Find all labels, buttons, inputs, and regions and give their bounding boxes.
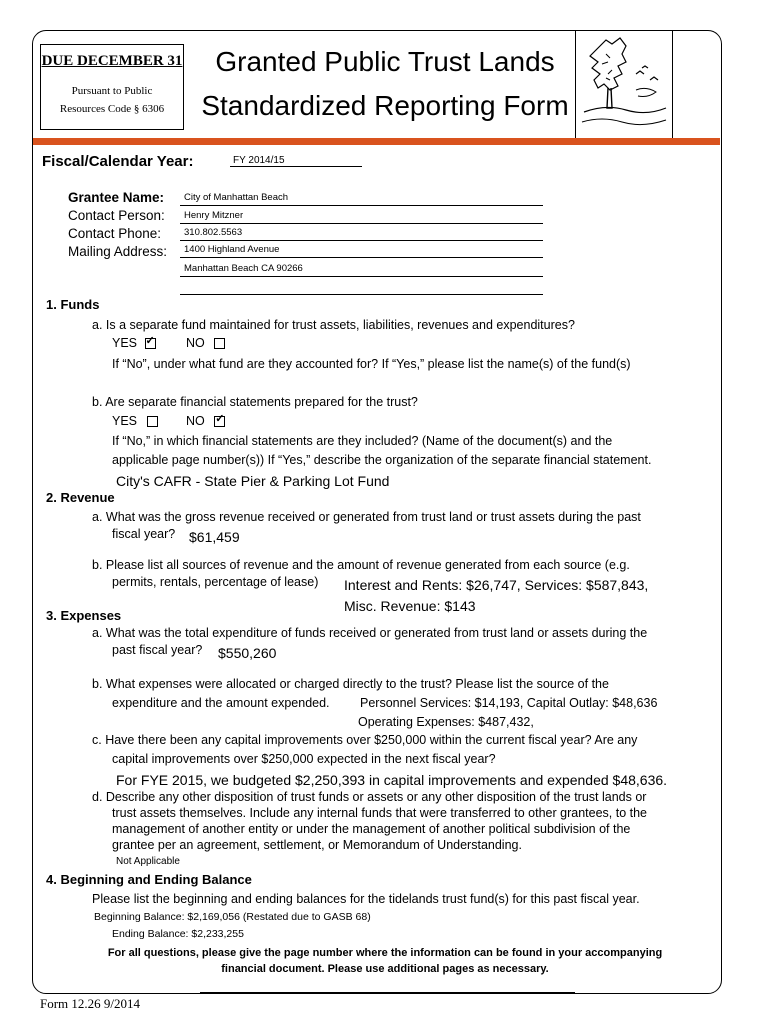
section-balance-heading: 4. Beginning and Ending Balance: [46, 872, 252, 887]
contact-person-label: Contact Person:: [68, 208, 165, 223]
funds-b-yes-checkbox[interactable]: [147, 416, 158, 427]
section-revenue-heading: 2. Revenue: [46, 490, 115, 505]
funds-b-answer[interactable]: City's CAFR - State Pier & Parking Lot Fund: [116, 473, 390, 489]
revenue-question-b-2: permits, rentals, percentage of lease): [112, 575, 319, 589]
funds-b-no-checkbox[interactable]: [214, 416, 225, 427]
logo-panel: [575, 30, 673, 138]
tree-landscape-icon: [576, 30, 670, 136]
funds-a-yes-option[interactable]: [112, 336, 156, 350]
funds-question-a: a. Is a separate fund maintained for trust assets, liabilities, revenues and expenditures?: [92, 318, 575, 332]
expenses-question-b-1: b. What expenses were allocated or charged directly to the trust? Please list the source of the: [92, 677, 609, 691]
beginning-balance-answer[interactable]: Beginning Balance: $2,169,056 (Restated due to GASB 68): [94, 911, 371, 923]
form-title-line2: Standardized Reporting Form: [201, 90, 569, 121]
expenses-c-answer[interactable]: For FYE 2015, we budgeted $2,250,393 in capital improvements and expended $48,636.: [116, 772, 668, 788]
funds-b-no-option[interactable]: [186, 414, 225, 428]
expenses-a-answer[interactable]: $550,260: [218, 645, 277, 661]
grantee-name-value[interactable]: City of Manhattan Beach: [184, 192, 289, 203]
revenue-b-answer-2[interactable]: Misc. Revenue: $143: [344, 598, 476, 614]
header-divider-bar: [33, 138, 720, 145]
funds-question-b: b. Are separate financial statements prepared for the trust?: [92, 395, 418, 409]
grantee-name-underline: [180, 205, 543, 206]
contact-phone-value[interactable]: 310.802.5563: [184, 227, 243, 238]
expenses-b-answer-2[interactable]: Operating Expenses: $487,432,: [358, 715, 534, 729]
funds-a-no-checkbox[interactable]: [214, 338, 225, 349]
expenses-question-b-2: expenditure and the amount expended.: [112, 696, 330, 710]
due-date-subtext-1: Pursuant to Public: [71, 85, 153, 97]
funds-b-yes-option[interactable]: [112, 414, 158, 428]
expenses-question-a-2: past fiscal year?: [112, 643, 203, 657]
fiscal-year-value[interactable]: FY 2014/15: [233, 155, 285, 166]
due-date-subtext-2: Resources Code § 6306: [59, 103, 165, 115]
contact-phone-underline: [180, 240, 543, 241]
contact-person-value[interactable]: Henry Mitzner: [184, 210, 244, 221]
expenses-b-answer-1[interactable]: Personnel Services: $14,193, Capital Outlay: $48,636: [360, 696, 658, 710]
contact-phone-label: Contact Phone:: [68, 226, 162, 241]
expenses-question-a-1: a. What was the total expenditure of funds received or generated from trust land or assets during the: [92, 626, 648, 640]
expenses-question-c-1: c. Have there been any capital improvements over $250,000 within the current fiscal year? Are any: [92, 733, 638, 747]
mailing-address-underline-2: [180, 276, 543, 277]
revenue-a-answer[interactable]: $61,459: [189, 529, 240, 545]
expenses-question-d-4: grantee per an agreement, settlement, or Memorandum of Understanding.: [112, 838, 522, 852]
mailing-address-label: Mailing Address:: [68, 244, 168, 259]
form-number: Form 12.26 9/2014: [40, 996, 141, 1011]
revenue-question-a-1: a. What was the gross revenue received or generated from trust land or trust assets during the past: [92, 510, 641, 524]
contact-person-underline: [180, 223, 543, 224]
no-label: NO: [186, 414, 205, 428]
expenses-question-c-2: capital improvements over $250,000 expected in the next fiscal year?: [112, 752, 496, 766]
revenue-b-answer-1[interactable]: Interest and Rents: $26,747, Services: $587,843,: [344, 577, 649, 593]
no-label: NO: [186, 336, 205, 350]
funds-b-followup-1: If “No,” in which financial statements are they included? (Name of the document(s) and the: [112, 434, 613, 448]
form-title-line1: Granted Public Trust Lands: [215, 46, 555, 77]
expenses-question-d-1: d. Describe any other disposition of trust funds or assets or any other disposition of the trust lands or: [92, 790, 647, 804]
mailing-address-line1[interactable]: 1400 Highland Avenue: [184, 244, 280, 255]
section-expenses-heading: 3. Expenses: [46, 608, 122, 623]
due-date-box: [40, 44, 184, 130]
footer-divider: [200, 992, 575, 993]
expenses-d-answer[interactable]: Not Applicable: [116, 856, 180, 867]
due-date-title: DUE DECEMBER 31: [41, 53, 183, 69]
mailing-address-underline-1: [180, 257, 543, 258]
funds-a-followup: If “No”, under what fund are they accounted for? If “Yes,” please list the name(s) of the fund(s): [112, 357, 631, 371]
yes-label: YES: [112, 336, 138, 350]
grantee-name-label: Grantee Name:: [68, 190, 165, 205]
revenue-question-a-2: fiscal year?: [112, 527, 176, 541]
yes-label: YES: [112, 414, 138, 428]
footer-note-line1: For all questions, please give the page number where the information can be found in your accompanying: [107, 947, 663, 959]
expenses-question-d-3: management of another entity or under the management of another political subdivision of the: [112, 822, 631, 836]
mailing-address-line2[interactable]: Manhattan Beach CA 90266: [184, 263, 303, 274]
balance-question: Please list the beginning and ending balances for the tidelands trust fund(s) for this past fiscal year.: [92, 892, 640, 906]
section-funds-heading: 1. Funds: [46, 297, 100, 312]
fiscal-year-underline: [230, 166, 362, 167]
fiscal-year-label: Fiscal/Calendar Year:: [42, 153, 194, 170]
funds-a-yes-checkbox[interactable]: [145, 338, 156, 349]
funds-a-no-option[interactable]: [186, 336, 225, 350]
footer-note-line2: financial document. Please use additional pages as necessary.: [221, 963, 549, 975]
expenses-question-d-2: trust assets themselves. Include any internal funds that were transferred to other grantees, to the: [112, 806, 648, 820]
funds-b-followup-2: applicable page number(s)) If “Yes,” describe the organization of the separate financial statement.: [112, 453, 652, 467]
mailing-address-underline-3: [180, 294, 543, 295]
ending-balance-answer[interactable]: Ending Balance: $2,233,255: [112, 928, 244, 940]
revenue-question-b-1: b. Please list all sources of revenue and the amount of revenue generated from each source (e.g.: [92, 558, 630, 572]
